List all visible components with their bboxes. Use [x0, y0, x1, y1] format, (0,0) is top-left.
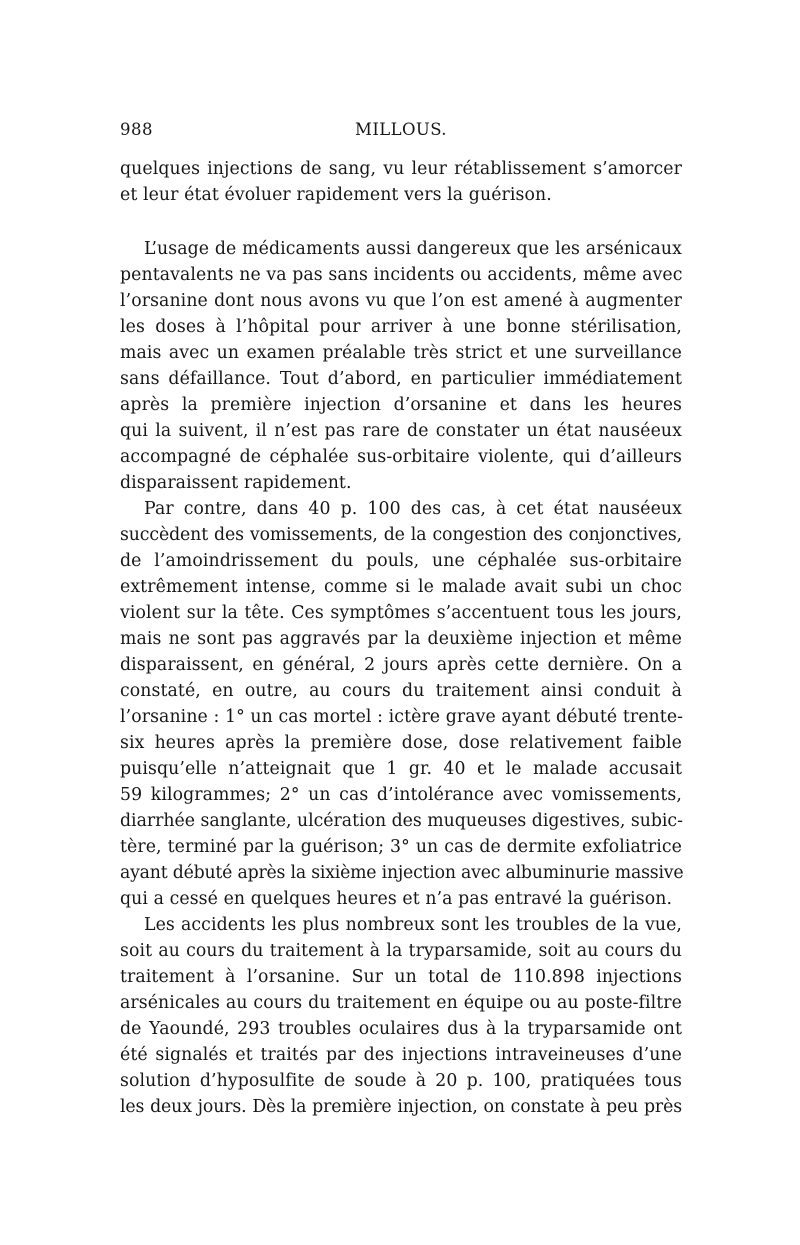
- text-line: qui a cessé en quelques heures et n’a pas entravé la guérison.: [120, 889, 673, 909]
- text-line: de l’amoindrissement du pouls, une céphalée sus-orbitaire: [120, 551, 682, 571]
- text-line: mais ne sont pas aggravés par la deuxième injection et même: [120, 629, 682, 649]
- text-line: pentavalents ne va pas sans incidents ou accidents, même avec: [120, 265, 683, 285]
- text-line: les doses à l’hôpital pour arriver à une bonne stérilisation,: [120, 317, 682, 337]
- text-line: quelques injections de sang, vu leur rétablissement s’amorcer: [120, 159, 682, 179]
- text-line: arsénicales au cours du traitement en équipe ou au poste-filtre: [120, 993, 682, 1013]
- text-line: les deux jours. Dès la première injection, on constate à peu près: [120, 1097, 682, 1117]
- text-line: Par contre, dans 40 p. 100 des cas, à cet état nauséeux: [144, 499, 682, 519]
- text-line: l’orsanine : 1° un cas mortel : ictère grave ayant débuté trente-: [120, 707, 684, 727]
- running-head: [120, 120, 682, 144]
- text-line: après la première injection d’orsanine et dans les heures: [120, 395, 682, 415]
- text-line: solution d’hyposulfite de soude à 20 p. 100, pratiquées tous: [120, 1071, 682, 1091]
- text-line: Les accidents les plus nombreux sont les troubles de la vue,: [144, 915, 682, 935]
- text-line: de Yaoundé, 293 troubles oculaires dus à la tryparsamide ont: [120, 1019, 682, 1039]
- text-line: sans défaillance. Tout d’abord, en particulier immédiatement: [120, 369, 682, 389]
- text-line: disparaissent, en général, 2 jours après cette dernière. On a: [120, 655, 682, 675]
- text-line: succèdent des vomissements, de la congestion des conjonctives,: [120, 525, 682, 545]
- text-line: extrêmement intense, comme si le malade avait subi un choc: [120, 577, 682, 597]
- text-line: puisqu’elle n’atteignait que 1 gr. 40 et le malade accusait: [120, 759, 682, 779]
- text-line: soit au cours du traitement à la tryparsamide, soit au cours du: [120, 941, 682, 961]
- text-line: 59 kilogrammes; 2° un cas d’intolérance avec vomissements,: [120, 785, 682, 805]
- text-line: traitement à l’orsanine. Sur un total de 110.898 injections: [120, 967, 682, 987]
- text-line: tère, terminé par la guérison; 3° un cas de dermite exfoliatrice: [120, 837, 682, 857]
- text-line: qui la suivent, il n’est pas rare de constater un état nauséeux: [120, 421, 682, 441]
- text-line: accompagné de céphalée sus-orbitaire violente, qui d’ailleurs: [120, 447, 682, 467]
- text-line: ayant débuté après la sixième injection avec albuminurie massive: [120, 863, 684, 883]
- text-line: diarrhée sanglante, ulcération des muqueuses digestives, subic-: [120, 811, 683, 831]
- page-number: 988: [120, 120, 153, 139]
- text-line: constaté, en outre, au cours du traitement ainsi conduit à: [120, 681, 682, 701]
- text-line: l’orsanine dont nous avons vu que l’on est amené à augmenter: [120, 291, 682, 311]
- text-line: été signalés et traités par des injections intraveineuses d’une: [120, 1045, 682, 1065]
- text-line: et leur état évoluer rapidement vers la guérison.: [120, 185, 552, 205]
- text-line: disparaissent rapidement.: [120, 473, 352, 493]
- text-line: violent sur la tête. Ces symptômes s’accentuent tous les jours,: [120, 603, 682, 623]
- text-line: mais avec un examen préalable très strict et une surveillance: [120, 343, 682, 363]
- text-line: six heures après la première dose, dose relativement faible: [120, 733, 682, 753]
- text-line: L’usage de médicaments aussi dangereux que les arsénicaux: [144, 239, 682, 259]
- running-title: MILLOUS.: [355, 120, 447, 139]
